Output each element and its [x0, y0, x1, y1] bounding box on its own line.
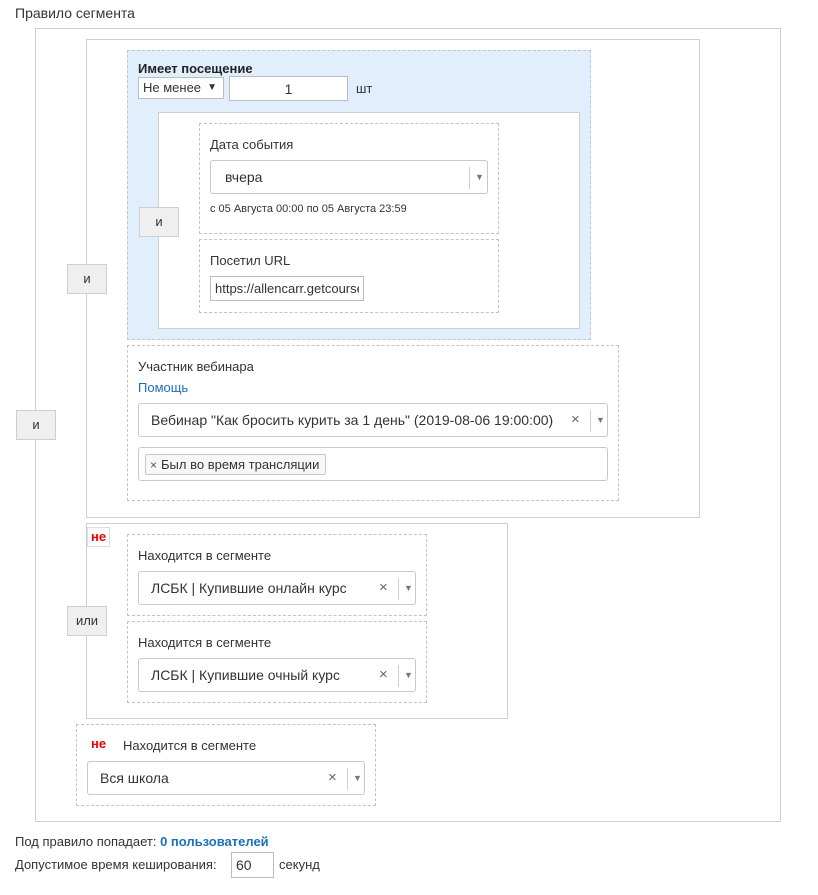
school-segment-value: Вся школа [100, 770, 169, 786]
select-separator [398, 578, 399, 600]
not-badge[interactable]: не [87, 527, 110, 547]
comparator-select[interactable] [138, 77, 224, 99]
or-button[interactable]: или [67, 606, 107, 636]
chevron-down-icon: ▼ [404, 670, 413, 680]
visited-url-label: Посетил URL [210, 253, 291, 268]
attendance-multiselect[interactable] [138, 447, 608, 481]
chevron-down-icon: ▼ [475, 172, 484, 182]
match-count-label: Под правило попадает: [15, 834, 157, 849]
chevron-down-icon: ▼ [353, 773, 362, 783]
select-separator [469, 167, 470, 189]
event-date-range: с 05 Августа 00:00 по 05 Августа 23:59 [210, 203, 407, 215]
cache-time-label: Допустимое время кеширования: [15, 857, 217, 872]
cache-time-input[interactable] [231, 852, 274, 878]
segment-select[interactable] [138, 658, 416, 692]
event-date-label: Дата события [210, 137, 294, 152]
chevron-down-icon: ▼ [207, 82, 217, 93]
group-and-button[interactable]: и [67, 264, 107, 294]
match-count-link[interactable]: 0 пользователей [160, 834, 269, 849]
segment-condition-label: Находится в сегменте [138, 548, 272, 563]
attendance-tag-label: Был во время трансляции [161, 457, 320, 472]
comparator-value: Не менее [143, 80, 202, 95]
tag-remove-icon[interactable]: × [150, 458, 158, 472]
outer-and-button[interactable]: и [16, 410, 56, 440]
visited-url-input[interactable] [210, 276, 364, 301]
clear-icon[interactable]: × [571, 411, 580, 428]
segment-value: ЛСБК | Купившие онлайн курс [151, 580, 347, 596]
clear-icon[interactable]: × [379, 579, 388, 596]
segment-select[interactable] [138, 571, 416, 605]
help-link[interactable]: Помощь [138, 380, 189, 395]
visit-condition-title: Имеет посещение [138, 61, 253, 76]
chevron-down-icon: ▼ [404, 583, 413, 593]
visit-count-unit: шт [356, 81, 373, 96]
select-separator [590, 410, 591, 432]
match-count-line [15, 834, 269, 849]
clear-icon[interactable]: × [328, 769, 337, 786]
school-segment-select[interactable] [87, 761, 365, 795]
segment-condition-label: Находится в сегменте [138, 635, 272, 650]
page-title: Правило сегмента [15, 5, 135, 21]
webinar-select[interactable] [138, 403, 608, 437]
segment-value: ЛСБК | Купившие очный курс [151, 667, 340, 683]
not-badge[interactable]: не [87, 734, 110, 754]
cache-time-unit: секунд [279, 857, 320, 872]
attendance-tag [145, 454, 326, 475]
webinar-label: Участник вебинара [138, 359, 254, 374]
chevron-down-icon: ▼ [596, 415, 605, 425]
school-segment-label: Находится в сегменте [123, 738, 257, 753]
select-separator [347, 768, 348, 790]
event-date-value: вчера [225, 169, 263, 185]
inner-and-button[interactable]: и [139, 207, 179, 237]
webinar-value: Вебинар "Как бросить курить за 1 день" (2019-08-06 19:00:00) [151, 412, 554, 428]
event-date-select[interactable] [210, 160, 488, 194]
select-separator [398, 665, 399, 687]
visit-count-input[interactable] [229, 76, 348, 101]
clear-icon[interactable]: × [379, 666, 388, 683]
